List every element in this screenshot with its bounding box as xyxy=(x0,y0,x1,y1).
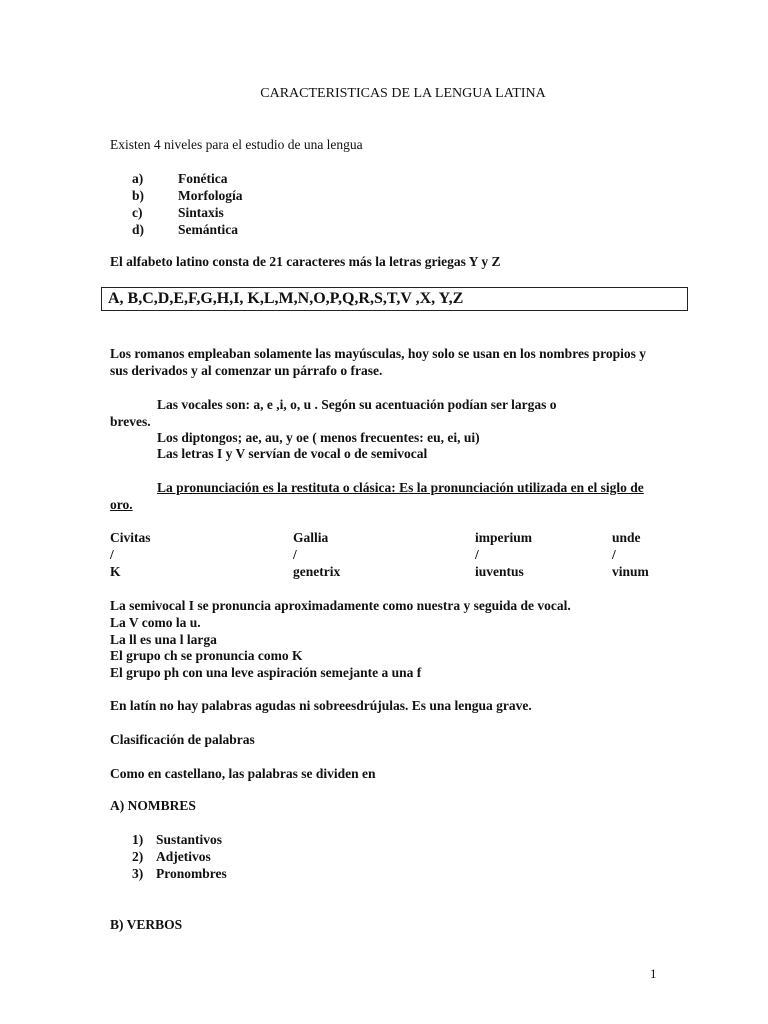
pronunciacion-paragraph: La pronunciación es la restituta o clásica: Es la pronunciación utilizada en el siglo de oro. xyxy=(110,480,644,512)
vocales-continuation: breves. xyxy=(110,414,151,429)
verbos-heading: B) VERBOS xyxy=(110,917,183,932)
list-item: a) Fonética xyxy=(132,171,228,186)
example-slash: / xyxy=(612,547,616,562)
example-slash: / xyxy=(110,547,114,562)
nombres-list xyxy=(132,831,227,882)
example-word: iuventus xyxy=(475,564,524,579)
list-item: c) Sintaxis xyxy=(132,205,224,220)
agudas-line: En latín no hay palabras agudas ni sobreesdrújulas. Es una lengua grave. xyxy=(110,698,532,713)
rule-line: La ll es una l larga xyxy=(110,632,217,647)
example-word: imperium xyxy=(475,530,532,545)
list-item: 1) Sustantivos xyxy=(132,832,223,847)
list-item: d) Semántica xyxy=(132,222,238,237)
clasificacion-heading: Clasificación de palabras xyxy=(110,732,255,747)
vocales-line: Las vocales son: a, e ,i, o, u . Segón su acentuación podían ser largas o xyxy=(157,397,557,412)
example-word: unde xyxy=(612,530,641,545)
nombres-heading: A) NOMBRES xyxy=(110,798,196,813)
example-word: vinum xyxy=(612,564,649,579)
example-word: Gallia xyxy=(293,530,329,545)
rule-line: La V como la u. xyxy=(110,615,201,630)
rule-line: El grupo ph con una leve aspiración semejante a una f xyxy=(110,665,422,680)
example-word: Civitas xyxy=(110,530,151,545)
diptongos-line: Los diptongos; ae, au, y oe ( menos frecuentes: eu, ei, ui) xyxy=(157,430,480,445)
alphabet-box: A, B,C,D,E,F,G,H,I, K,L,M,N,O,P,Q,R,S,T,V ,X, Y,Z xyxy=(101,287,688,311)
rule-line: El grupo ch se pronuncia como K xyxy=(110,648,303,663)
example-word: genetrix xyxy=(293,564,341,579)
list-item: 3) Pronombres xyxy=(132,866,227,881)
list-item: b) Morfología xyxy=(132,188,243,203)
levels-list xyxy=(132,170,242,238)
page-number: 1 xyxy=(650,966,657,981)
example-slash: / xyxy=(475,547,479,562)
rule-line: La semivocal I se pronuncia aproximadamente como nuestra y seguida de vocal. xyxy=(110,598,571,613)
list-item: 2) Adjetivos xyxy=(132,849,211,864)
intro-text: Existen 4 niveles para el estudio de una lengua xyxy=(110,137,363,152)
example-word: K xyxy=(110,564,121,579)
alphabet-intro: El alfabeto latino consta de 21 caracteres más la letras griegas Y y Z xyxy=(110,254,501,269)
example-slash: / xyxy=(293,547,297,562)
como-line: Como en castellano, las palabras se dividen en xyxy=(110,766,376,781)
letras-line: Las letras I y V servían de vocal o de semivocal xyxy=(157,446,428,461)
romanos-paragraph: Los romanos empleaban solamente las mayúsculas, hoy solo se usan en los nombres propios y sus derivados y al comenzar un párrafo o frase. xyxy=(110,346,646,378)
page-title: CARACTERISTICAS DE LA LENGUA LATINA xyxy=(260,86,546,101)
